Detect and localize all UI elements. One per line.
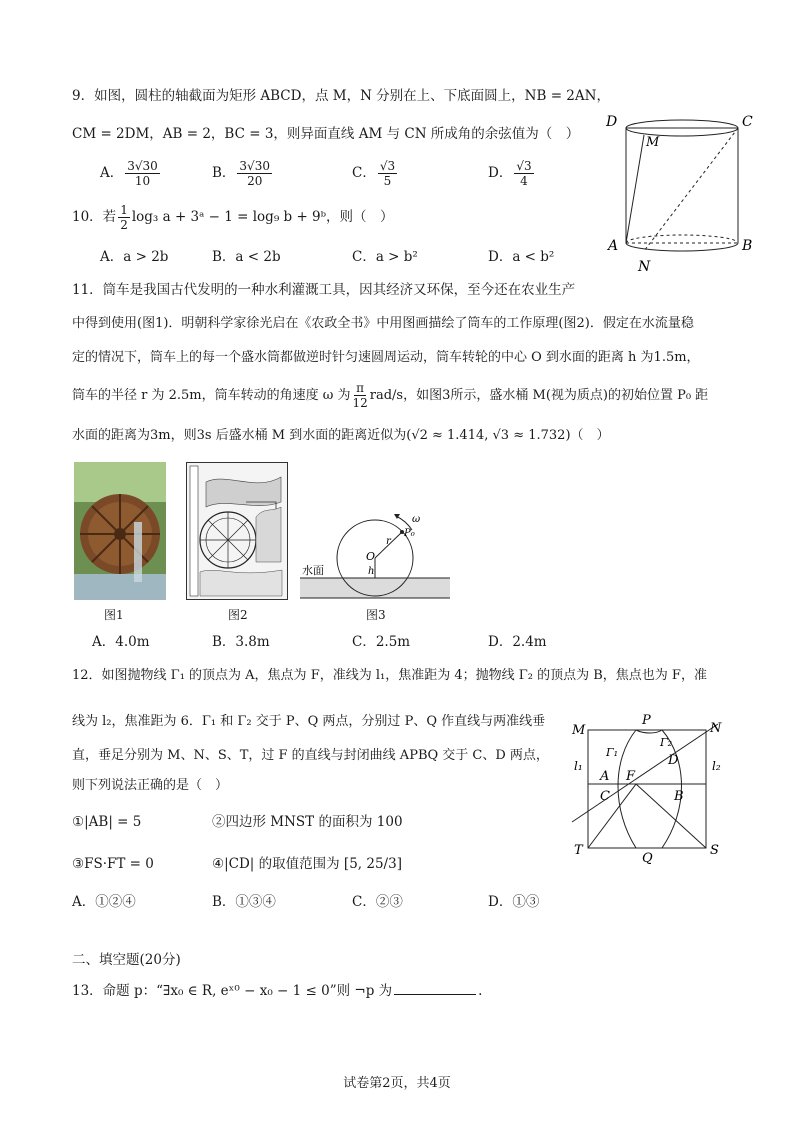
q9-line1: 9．如图，圆柱的轴截面为矩形 ABCD，点 M，N 分别在上、下底面圆上，NB = 2AN， bbox=[72, 88, 610, 104]
q9-option-c: C． $\frac{√3}{5}$ bbox=[352, 159, 396, 188]
caption-fig3: 图3 bbox=[366, 608, 386, 622]
q11-line2: 中得到使用(图1)．明朝科学家徐光启在《农政全书》中用图画描绘了筒车的工作原理(图2)．假定在水流量稳 bbox=[72, 316, 694, 331]
fig3-label-p0: P₀ bbox=[404, 528, 415, 539]
q11-option-a: A．4.0m bbox=[92, 634, 150, 650]
cyl-label-a: A bbox=[608, 238, 619, 254]
water-wheel-photo bbox=[74, 462, 166, 600]
pf-label-l2: l₂ bbox=[712, 759, 721, 773]
cyl-label-n: N bbox=[638, 259, 651, 275]
page-footer: 试卷第2页，共4页 bbox=[343, 1076, 451, 1091]
q11-line5: 水面的距离为3m，则3s 后盛水桶 M 到水面的距离近似为(√2 ≈ 1.414, √3 ≈ 1.732)（ ） bbox=[72, 428, 610, 443]
q12-statement-1: ①|AB| = 5 bbox=[72, 814, 142, 830]
q12-option-c: C．②③ bbox=[352, 894, 403, 910]
pf-label-d: D bbox=[668, 753, 679, 768]
q11-line4: 筒车的半径 r 为 2.5m，筒车转动的角速度 ω 为 $\frac{\pi}{12}$ rad/s，如图3所示，盛水桶 M(视为质点)的初始位置 P₀ 距 bbox=[72, 381, 709, 410]
q12-statement-2: ②四边形 MNST 的面积为 100 bbox=[212, 814, 403, 830]
cyl-label-d: D bbox=[606, 114, 618, 130]
q12-line3: 直，垂足分别为 M、N、S、T，过 F 的直线与封闭曲线 APBQ 交于 C、D 两点， bbox=[72, 748, 549, 763]
q13-answer-blank[interactable] bbox=[394, 980, 476, 995]
q10-stem: 10．若 $\frac{1}{2}$ log₃ a + 3ᵃ − 1 = log₉ b + 9ᵇ，则（ ） bbox=[72, 203, 394, 232]
q12-line2: 线为 l₂，焦准距为 6．Γ₁ 和 Γ₂ 交于 P、Q 两点，分别过 P、Q 作直线与两准线垂 bbox=[72, 714, 546, 729]
caption-fig1: 图1 bbox=[104, 608, 124, 622]
cyl-label-m: M bbox=[646, 135, 660, 150]
q9-option-b: B． $\frac{3√30}{20}$ bbox=[212, 159, 270, 188]
pf-label-gamma1: Γ₁ bbox=[606, 746, 619, 759]
q12-statement-4: ④|CD| 的取值范围为 [5, 25/3] bbox=[212, 856, 402, 872]
q11-line3: 定的情况下，筒车上的每一个盛水筒都做逆时针匀速圆周运动，筒车转轮的中心 O 到水面的距离 h 为1.5m， bbox=[72, 350, 700, 365]
q12-option-b: B．①③④ bbox=[212, 894, 276, 910]
nongzheng-drawing bbox=[186, 462, 288, 600]
pf-label-q: Q bbox=[642, 851, 653, 866]
q11-option-d: D．2.4m bbox=[488, 634, 547, 650]
q10-option-c: C．a > b² bbox=[352, 249, 418, 265]
pf-label-l1: l₁ bbox=[574, 759, 583, 773]
q10-option-d: D．a < b² bbox=[488, 249, 555, 265]
caption-fig2: 图2 bbox=[228, 608, 248, 622]
q9-option-d: D． $\frac{√3}{4}$ bbox=[488, 159, 532, 188]
fig3-label-r: r bbox=[386, 536, 391, 547]
pf-label-t: T bbox=[574, 843, 583, 858]
q13-stem: 13．命题 p：“∃x₀ ∈ R, eˣ⁰ − x₀ − 1 ≤ 0”则 ¬p 为 . bbox=[72, 980, 482, 1001]
q12-statement-3: ③FS·FT = 0 bbox=[72, 856, 154, 872]
pf-label-b: B bbox=[674, 789, 684, 804]
pf-label-f: F bbox=[626, 769, 636, 784]
fig3-label-o: O bbox=[366, 550, 376, 563]
cyl-label-c: C bbox=[742, 114, 753, 130]
section-fill-in-title: 二、填空题(20分) bbox=[72, 952, 181, 968]
fig3-label-h: h bbox=[368, 566, 375, 577]
q9-line2: CM = 2DM，AB = 2，BC = 3，则异面直线 AM 与 CN 所成角的余弦值为（ ） bbox=[72, 126, 580, 142]
q12-line4: 则下列说法正确的是（ ） bbox=[72, 778, 229, 793]
q12-option-a: A．①②④ bbox=[72, 894, 136, 910]
fig3-water-label: 水面 bbox=[302, 564, 324, 577]
q9-option-a: A． $\frac{3√30}{10}$ bbox=[100, 159, 158, 188]
q11-option-b: B．3.8m bbox=[212, 634, 270, 650]
cyl-label-b: B bbox=[742, 238, 753, 254]
q12-line1: 12．如图抛物线 Γ₁ 的顶点为 A，焦点为 F，准线为 l₁，焦准距为 4；抛物线 Γ₂ 的顶点为 B，焦点也为 F，准 bbox=[72, 668, 707, 683]
pf-label-m: M bbox=[572, 723, 586, 738]
q11-option-c: C．2.5m bbox=[352, 634, 411, 650]
pf-label-gamma2: Γ₂ bbox=[660, 736, 673, 749]
pf-label-n: N bbox=[710, 721, 722, 736]
pf-label-p: P bbox=[642, 713, 651, 728]
q10-option-b: B．a < 2b bbox=[212, 249, 281, 265]
q11-line1: 11．筒车是我国古代发明的一种水利灌溉工具，因其经济又环保，至今还在农业生产 bbox=[72, 282, 576, 298]
wheel-schematic bbox=[300, 500, 450, 606]
q12-option-d: D．①③ bbox=[488, 894, 540, 910]
q10-option-a: A．a > 2b bbox=[100, 249, 169, 265]
parabola-figure bbox=[568, 710, 738, 870]
pf-label-a: A bbox=[600, 769, 610, 784]
pf-label-c: C bbox=[600, 789, 610, 804]
cylinder-figure bbox=[600, 108, 760, 278]
pf-label-s: S bbox=[710, 843, 719, 858]
fig3-label-omega: ω bbox=[412, 514, 421, 525]
